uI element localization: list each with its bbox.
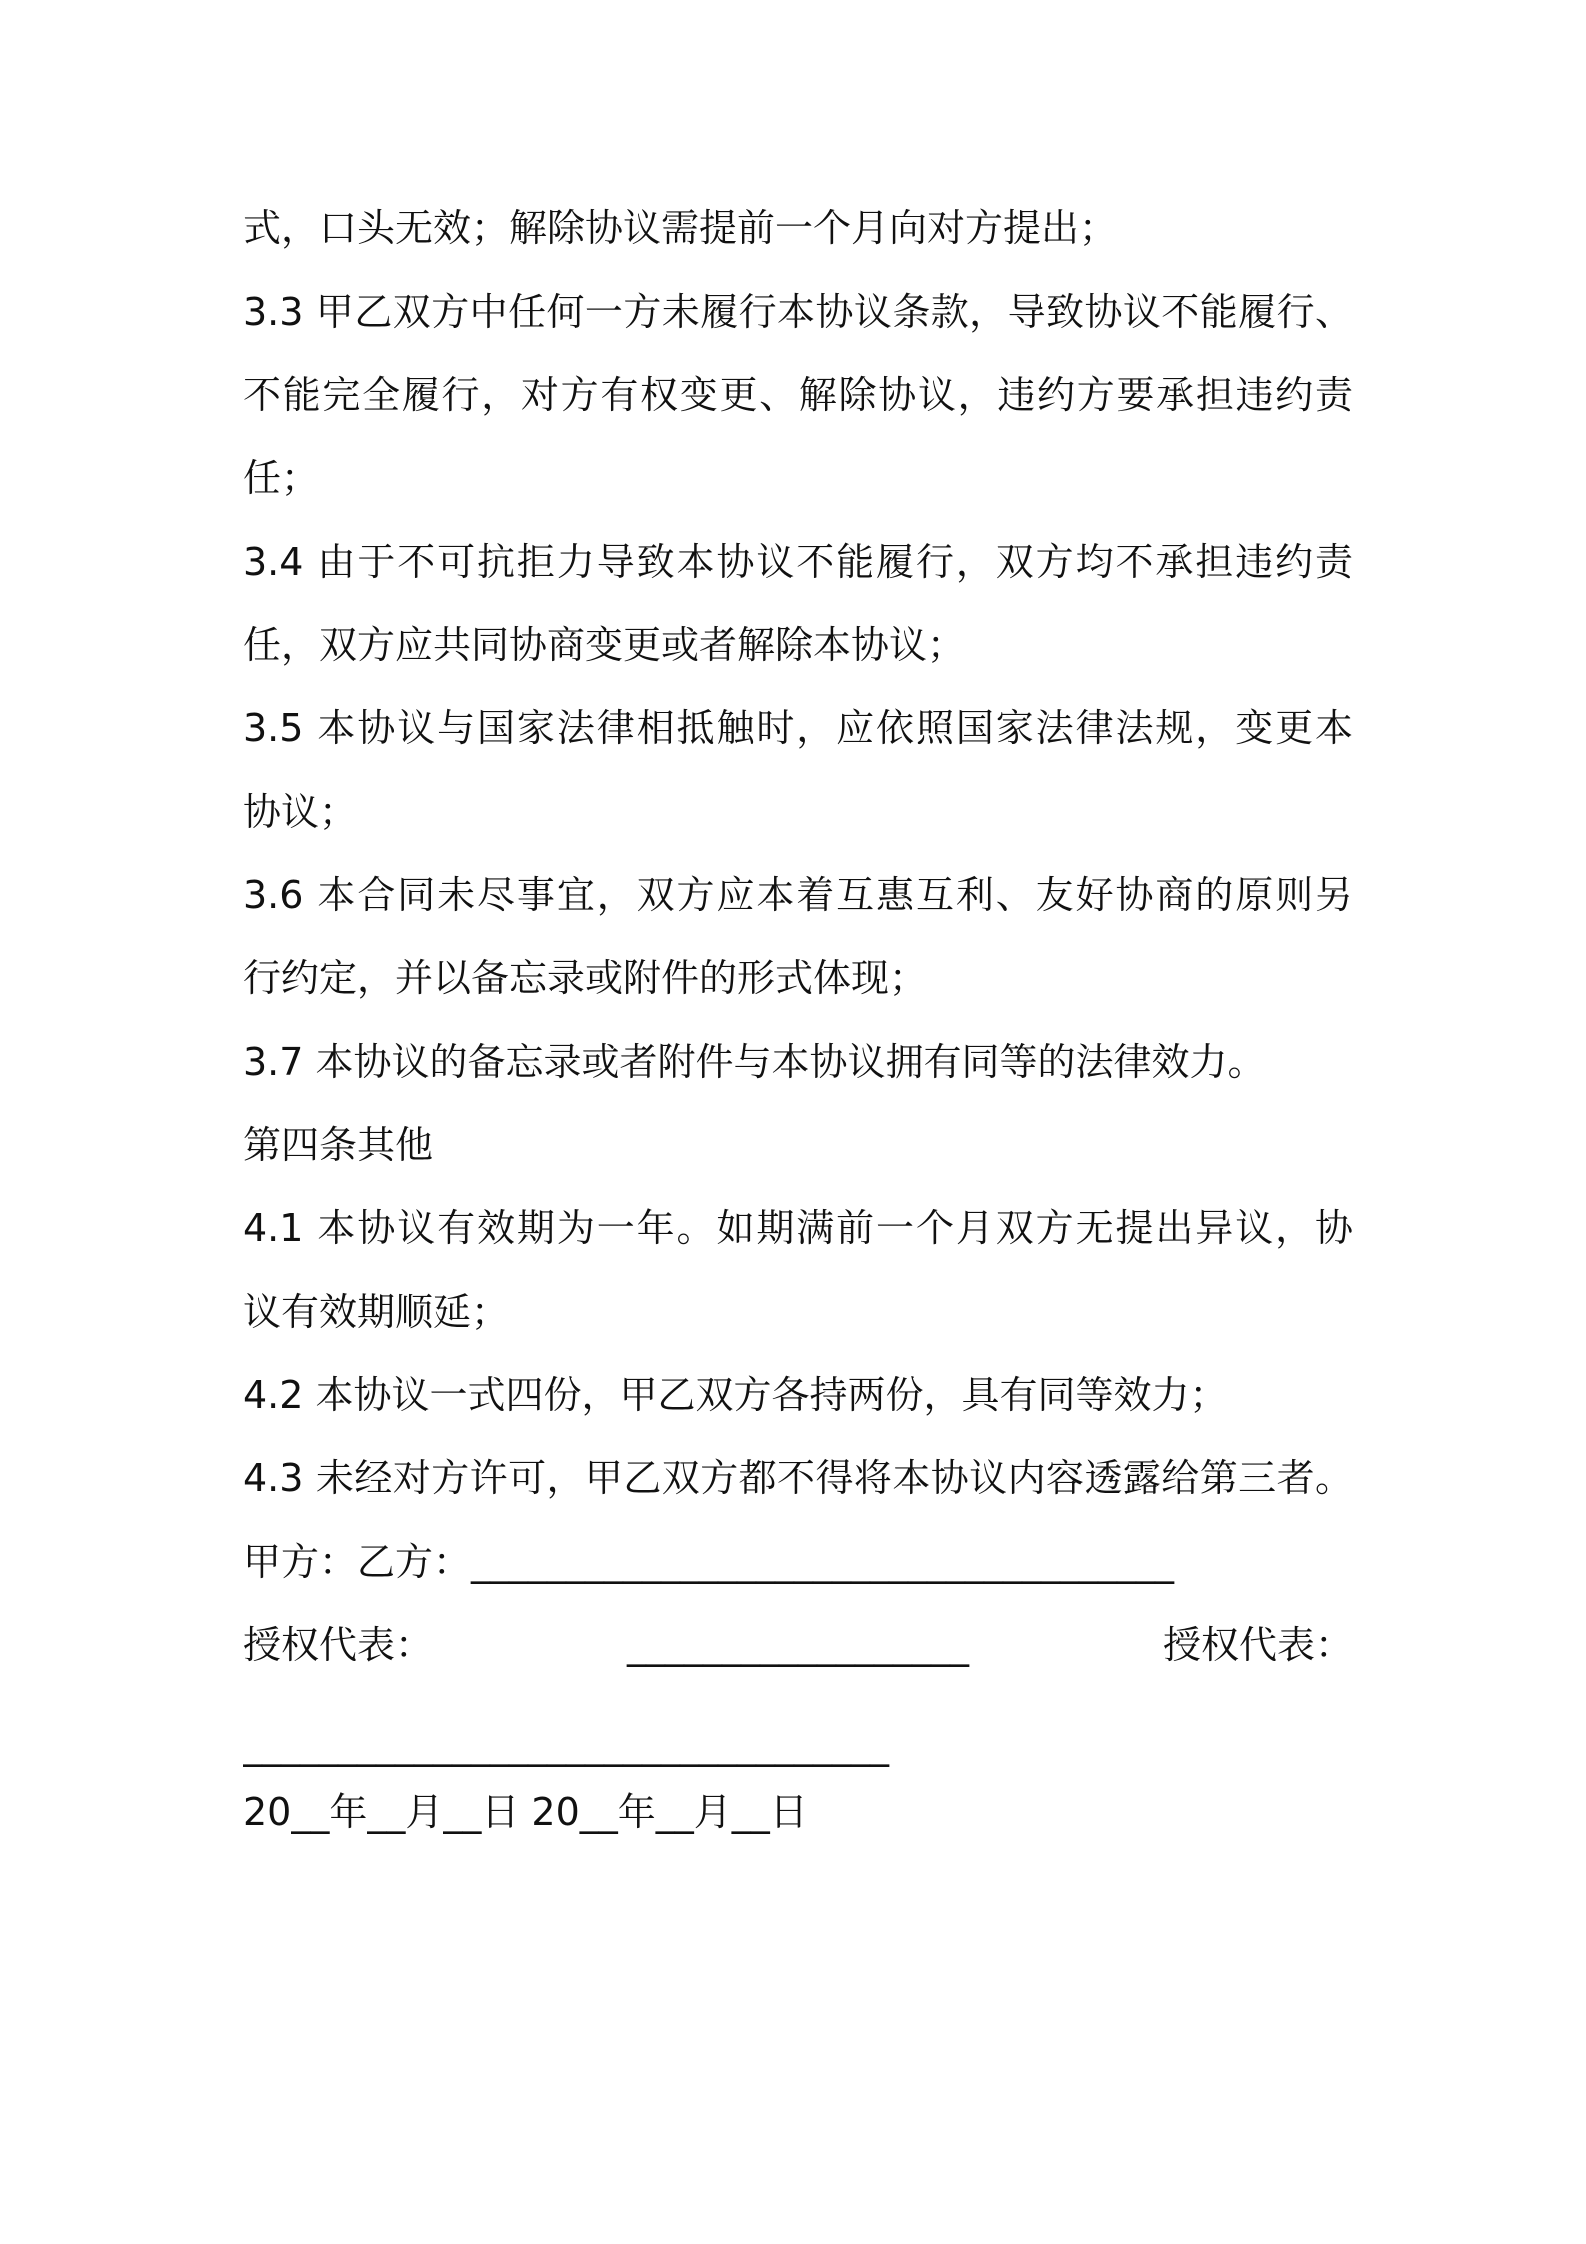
clause-3-5-line-2: 协议； — [243, 790, 358, 834]
clause-3-3-line-3: 任； — [243, 456, 320, 500]
rep-label-party-a: 授权代表： — [243, 1623, 434, 1667]
party-signature-line: 甲方：乙方：_____________________________________ — [243, 1540, 1175, 1584]
clause-3-4-line-2: 任，双方应共同协商变更或者解除本协议； — [243, 623, 966, 667]
date-line: 20__年__月__日 20__年__月__日 — [243, 1790, 808, 1834]
rep-blank-party-a: __________________ — [627, 1623, 969, 1667]
clause-3-7: 3.7 本协议的备忘录或者附件与本协议拥有同等的法律效力。 — [243, 1040, 1266, 1084]
representative-line — [243, 1620, 1353, 1670]
clause-4-1-line-2: 议有效期顺延； — [243, 1290, 510, 1334]
clause-3-3-line-2: 不能完全履行，对方有权变更、解除协议，违约方要承担违约责 — [243, 373, 1353, 417]
clause-4-3: 4.3 未经对方许可，甲乙双方都不得将本协议内容透露给第三者。 — [243, 1456, 1353, 1500]
text-line-1: 式，口头无效；解除协议需提前一个月向对方提出； — [243, 206, 1118, 250]
rep-label-party-b: 授权代表： — [1162, 1623, 1353, 1667]
clause-3-6-line-1: 3.6 本合同未尽事宜，双方应本着互惠互利、友好协商的原则另 — [243, 873, 1353, 917]
clause-3-4-line-1: 3.4 由于不可抗拒力导致本协议不能履行，双方均不承担违约责 — [243, 540, 1353, 584]
clause-4-1-line-1: 4.1 本协议有效期为一年。如期满前一个月双方无提出异议，协 — [243, 1206, 1353, 1250]
clause-4-2: 4.2 本协议一式四份，甲乙双方各持两份，具有同等效力； — [243, 1373, 1228, 1417]
clause-3-3-line-1: 3.3 甲乙双方中任何一方未履行本协议条款，导致协议不能履行、 — [243, 290, 1353, 334]
clause-3-6-line-2: 行约定，并以备忘录或附件的形式体现； — [243, 956, 928, 1000]
rep-blank-party-b: __________________________________ — [243, 1723, 889, 1767]
section-heading-article-4: 第四条其他 — [243, 1123, 434, 1167]
clause-3-5-line-1: 3.5 本协议与国家法律相抵触时，应依照国家法律法规，变更本 — [243, 706, 1353, 750]
